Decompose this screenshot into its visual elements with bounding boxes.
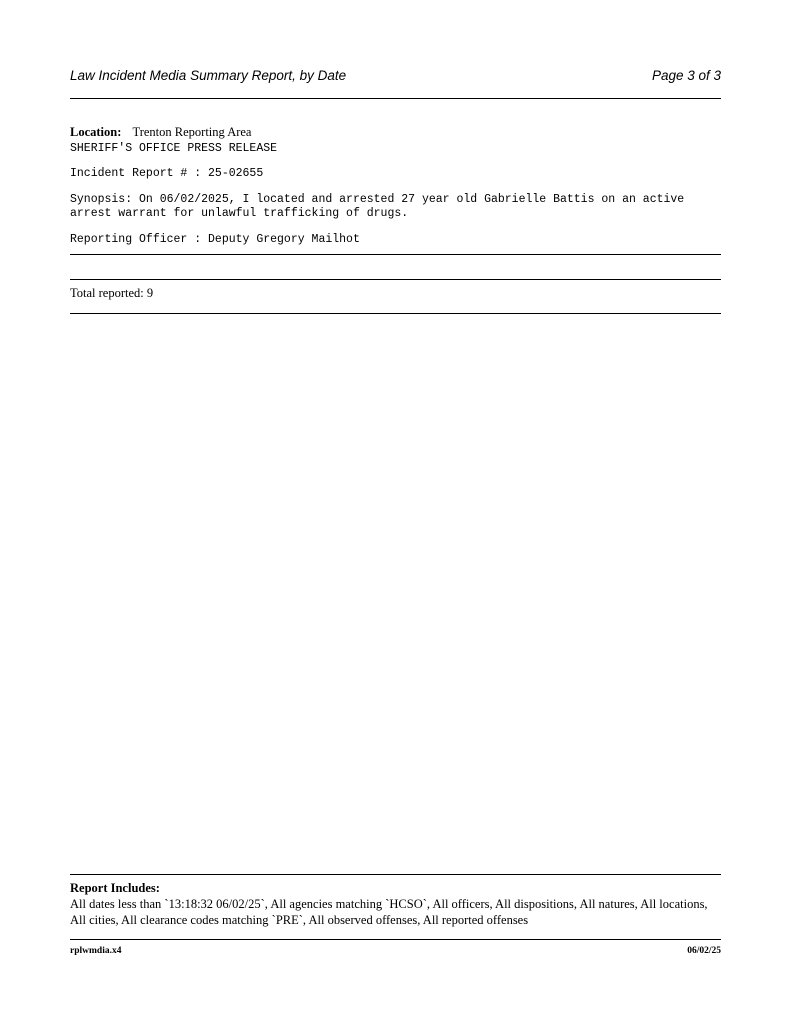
report-title: Law Incident Media Summary Report, by Date — [70, 68, 347, 83]
report-includes — [70, 880, 721, 928]
synopsis-text: Synopsis: On 06/02/2025, I located and arrested 27 year old Gabrielle Battis on an active arrest warrant for unlawful trafficking of drugs. — [70, 193, 692, 220]
summary-top-divider — [70, 279, 721, 280]
total-reported: Total reported: 9 — [70, 286, 154, 300]
footer-divider — [70, 939, 721, 940]
reporting-officer: Reporting Officer : Deputy Gregory Mailhot — [70, 233, 360, 246]
location-value: Trenton Reporting Area — [132, 125, 252, 139]
report-includes-text: All dates less than `13:18:32 06/02/25`, All agencies matching `HCSO`, All officers, All dispositions, All natures, All locations, All cities, All clearance codes matching `PRE`, All observed offenses, All reported offenses — [70, 897, 708, 927]
page-number: Page 3 of 3 — [651, 68, 721, 83]
summary-bottom-divider — [70, 313, 721, 314]
includes-top-divider — [70, 874, 721, 875]
footer-program-name: rplwmdia.x4 — [70, 946, 122, 956]
record-divider — [70, 254, 721, 255]
location-label: Location: — [70, 125, 122, 139]
incident-report-number: Incident Report # : 25-02655 — [70, 167, 264, 180]
press-release-heading: SHERIFF'S OFFICE PRESS RELEASE — [70, 142, 278, 155]
footer-date: 06/02/25 — [687, 946, 721, 956]
header-divider — [70, 98, 721, 99]
location-line — [70, 125, 252, 140]
report-includes-title: Report Includes: — [70, 881, 160, 895]
report-header — [70, 68, 721, 86]
